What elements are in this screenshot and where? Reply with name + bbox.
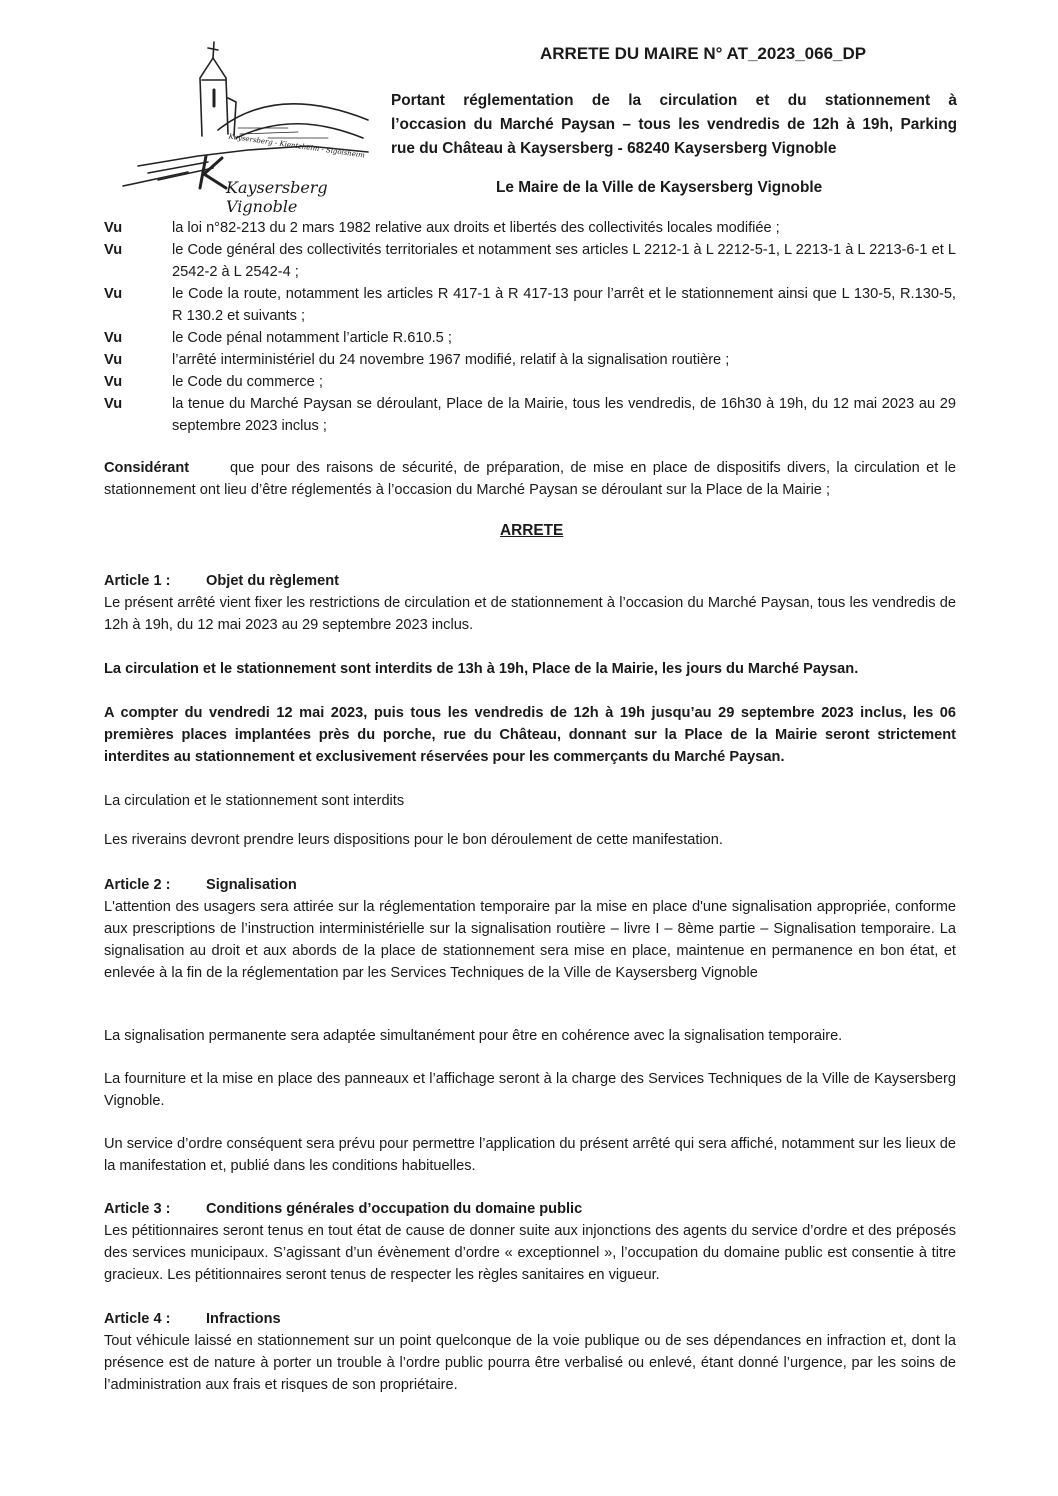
visa-item bbox=[104, 283, 956, 327]
subtitle-line: rue du Château à Kaysersberg - 68240 Kaysersberg Vignoble bbox=[391, 140, 837, 157]
kaysersberg-logo bbox=[118, 38, 390, 216]
article-4 bbox=[104, 1308, 956, 1396]
visa-text: le Code du commerce ; bbox=[172, 374, 323, 390]
visa-label: Vu bbox=[104, 242, 123, 258]
arrete-heading: ARRETE bbox=[500, 522, 564, 539]
article-title: Objet du règlement bbox=[206, 573, 339, 589]
visa-list bbox=[104, 217, 956, 437]
article-paragraph: Tout véhicule laissé en stationnement sur un point quelconque de la voie publique ou de ses dépendances en infraction et, dont la présence est de nature à porter un trouble à l’ordre public pourra être verbalisé ou enlevé, étant donné l’urgence, par les soins de l’administration aux frais et risques de son propriétaire. bbox=[104, 1333, 956, 1393]
article-paragraph: Les pétitionnaires seront tenus en tout état de cause de donner suite aux injonctions des agents du service d’ordre et des préposés des services municipaux. S’agissant d’un évènement d’ordre « exceptionnel », l’occupation du domaine public est consentie à titre gracieux. Les pétitionnaires seront tenus de respecter les règles sanitaires en vigueur. bbox=[104, 1223, 956, 1283]
logo-small-text: Kaysersberg - Kientzheim - Sigolsheim bbox=[228, 132, 366, 160]
visa-label: Vu bbox=[104, 396, 123, 412]
visa-label: Vu bbox=[104, 352, 123, 368]
article-title: Infractions bbox=[206, 1311, 281, 1327]
article-number: Article 3 : bbox=[104, 1201, 171, 1217]
article-paragraph: La signalisation permanente sera adaptée simultanément pour être en cohérence avec la signalisation temporaire. bbox=[104, 1028, 843, 1044]
article-paragraph: La circulation et le stationnement sont interdits de 13h à 19h, Place de la Mairie, les jours du Marché Paysan. bbox=[104, 661, 859, 677]
visa-text: le Code pénal notamment l’article R.610.5 ; bbox=[172, 330, 452, 346]
article-number: Article 1 : bbox=[104, 573, 171, 589]
visa-item bbox=[104, 327, 956, 349]
visa-item bbox=[104, 239, 956, 283]
article-heading bbox=[104, 1198, 956, 1220]
subtitle-line: l’occasion du Marché Paysan – tous les vendredis de 12h à 19h, Parking bbox=[391, 116, 957, 133]
visa-item bbox=[104, 349, 956, 371]
article-title: Signalisation bbox=[206, 877, 297, 893]
visa-text: la loi n°82-213 du 2 mars 1982 relative aux droits et libertés des collectivités locales modifiée ; bbox=[172, 220, 780, 236]
visa-text: la tenue du Marché Paysan se déroulant, Place de la Mairie, tous les vendredis, de 16h30 à 19h, du 12 mai 2023 au 29 septembre 2023 inclus ; bbox=[172, 396, 956, 434]
article-number: Article 2 : bbox=[104, 877, 171, 893]
article-number: Article 4 : bbox=[104, 1311, 171, 1327]
visa-text: le Code la route, notamment les articles R 417-1 à R 417-13 pour l’arrêt et le stationnement ainsi que L 130-5, R.130-5, R 130.2 et suivants ; bbox=[172, 286, 956, 324]
considerant-paragraph bbox=[104, 457, 956, 501]
article-paragraph: Un service d’ordre conséquent sera prévu pour permettre l’application du présent arrêté qui sera affiché, notamment sur les lieux de la manifestation et, publié dans les conditions habituelles. bbox=[104, 1136, 956, 1174]
article-paragraph: La fourniture et la mise en place des panneaux et l’affichage seront à la charge des Services Techniques de la Ville de Kaysersberg Vignoble. bbox=[104, 1071, 956, 1109]
visa-text: l’arrêté interministériel du 24 novembre 1967 modifié, relatif à la signalisation routière ; bbox=[172, 352, 730, 368]
considerant-label: Considérant bbox=[104, 460, 190, 476]
visa-label: Vu bbox=[104, 330, 123, 346]
article-heading bbox=[104, 570, 956, 592]
subtitle-line: Portant réglementation de la circulation et du stationnement à bbox=[391, 92, 957, 109]
article-1 bbox=[104, 570, 956, 636]
visa-text: le Code général des collectivités territoriales et notamment ses articles L 2212-1 à L 2212-5-1, L 2213-1 à L 2213-6-1 et L 2542-2 à L 2542-4 ; bbox=[172, 242, 956, 280]
article-paragraph: A compter du vendredi 12 mai 2023, puis tous les vendredis de 12h à 19h jusqu’au 29 septembre 2023 inclus, les 06 premières places implantées près du porche, rue du Château, donnant sur la Place de la Mairie seront strictement interdites au stationnement et exclusivement réservées pour les commerçants du Marché Paysan. bbox=[104, 705, 956, 765]
article-heading bbox=[104, 874, 956, 896]
visa-label: Vu bbox=[104, 286, 123, 302]
considerant-text: que pour des raisons de sécurité, de préparation, de mise en place de dispositifs divers, la circulation et le stationnement ont lieu d’être réglementés à l’occasion du Marché Paysan se déroulant sur la Place de la Mairie ; bbox=[104, 460, 956, 498]
article-heading bbox=[104, 1308, 956, 1330]
visa-item bbox=[104, 393, 956, 437]
decree-subtitle bbox=[391, 89, 957, 161]
article-paragraph: L'attention des usagers sera attirée sur la réglementation temporaire par la mise en place d'une signalisation appropriée, conforme aux prescriptions de l’instruction interministérielle sur la signalisation routière – livre I – 8ème partie – Signalisation temporaire. La signalisation au droit et aux abords de la place de stationnement sera mise en place, maintenue en permanence en bon état, et enlevée à la fin de la réglementation par les Services Techniques de la Ville de Kaysersberg Vignoble bbox=[104, 899, 956, 981]
article-paragraph: Le présent arrêté vient fixer les restrictions de circulation et de stationnement à l’occasion du Marché Paysan, tous les vendredis de 12h à 19h, du 12 mai 2023 au 29 septembre 2023 inclus. bbox=[104, 595, 956, 633]
article-3 bbox=[104, 1198, 956, 1286]
visa-label: Vu bbox=[104, 220, 123, 236]
visa-label: Vu bbox=[104, 374, 123, 390]
article-title: Conditions générales d’occupation du domaine public bbox=[206, 1201, 583, 1217]
authority-heading: Le Maire de la Ville de Kaysersberg Vignoble bbox=[496, 179, 823, 196]
article-paragraph: Les riverains devront prendre leurs dispositions pour le bon déroulement de cette manifestation. bbox=[104, 832, 723, 848]
decree-title: ARRETE DU MAIRE N° AT_2023_066_DP bbox=[540, 44, 867, 63]
visa-item bbox=[104, 217, 956, 239]
visa-item bbox=[104, 371, 956, 393]
article-2 bbox=[104, 874, 956, 984]
logo-caption: Kaysersberg Vignoble bbox=[226, 178, 328, 216]
article-paragraph: La circulation et le stationnement sont interdits bbox=[104, 793, 405, 809]
